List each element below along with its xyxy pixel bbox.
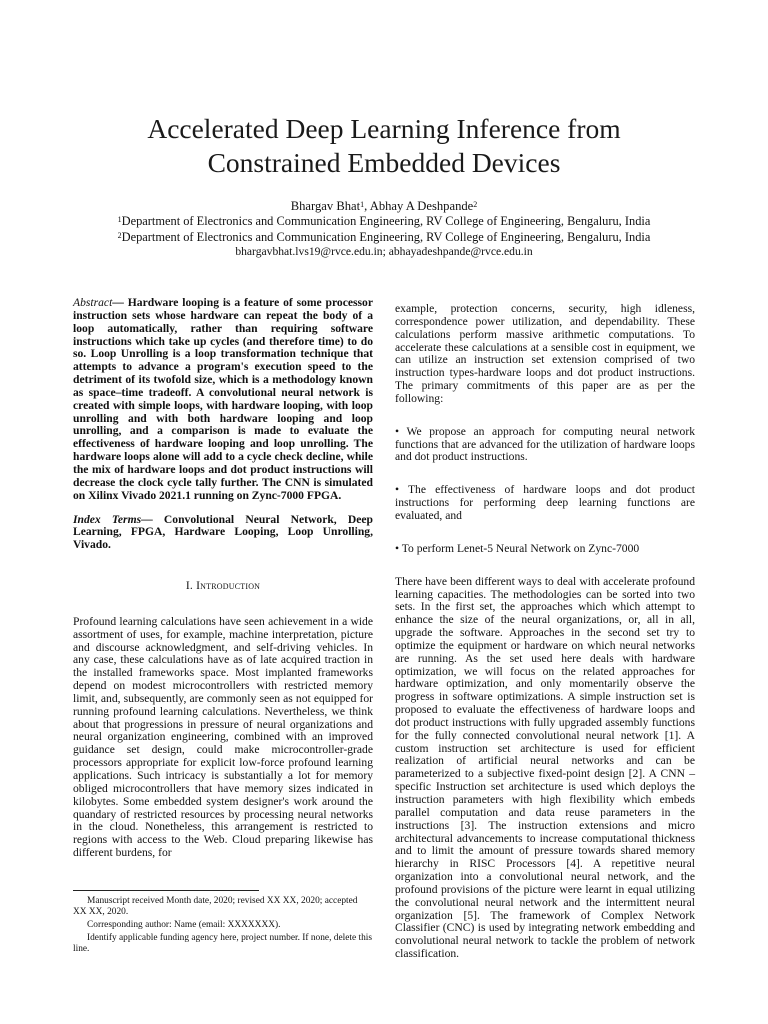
abstract-text: Hardware looping is a feature of some processor instruction sets whose hardware can repeat the body of a loop automatically, rather than requiring software instructions which take up cycles (and therefore time) to do so. Loop Unrolling is a loop transformation technique that attempts to advance a program's execution speed to the detriment of its twofold size, which is a methodology known as space–time tradeoff. A convolutional neural network is created with simple loops, with hardware looping, with loop unrolling and with both hardware looping and loop unrolling, and a comparison is made to evaluate the effectiveness of hardware looping and loop unrolling. The hardware loops alone will add to a cycle check decline, while the mix of hardware loops and dot product instructions will decrease the clock cycle tally further. The CNN is simulated on Xilinx Vivado 2021.1 running on Zync-7000 FPGA. xyxy=(73,296,373,502)
author-2: Abhay A Deshpande xyxy=(369,199,474,213)
footnote-3: Identify applicable funding agency here, project number. If none, delete this line. xyxy=(73,932,373,954)
index-terms-label: Index Terms xyxy=(73,512,142,526)
section-title: Introduction xyxy=(196,579,261,593)
index-terms xyxy=(73,514,373,553)
affiliation-1-sup: 1 xyxy=(117,215,122,224)
footnote-1: Manuscript received Month date, 2020; revised XX XX, 2020; accepted XX XX, 2020. xyxy=(73,896,358,917)
right-paragraph-2: There have been different ways to deal with accelerate profound learning capacities. The methodologies can be sorted into two sets. In the first set, the approaches which which attempt to enhance the size of the neural organizations, or, all in all, upgrade the software. Approaches in the second set try to optimize the equipment or hardware on which neural networks are running. As the set used here deals with hardware optimization, we will focus on the related approaches for hardware optimization, and only momentarily observe the progress in software optimizations. A simple instruction set is proposed to evaluate the effectiveness of hardware loops and dot product instructions with fully upgraded assembly functions for the fully connected convolutional neural network [1]. A custom instruction set architecture is used for efficient realization of artificial neural networks and can be parameterized to a subjective fixed-point design [2]. A CNN –specific Instruction set architecture is used which deploys the instruction parameters with high flexibility which embeds parallel computation and data reuse parameters in the instructions [3]. The instruction extensions and micro architectural advancements to increase computational thickness and to limit the amount of pressure towards shared memory hierarchy in RISC Processors [4]. A repetitive neural organization into a convolutional neural network, and the profound provisions of the picture were learnt in equal utilizing the convolutional neural network and the intermittent neural organization [5]. The framework of Complex Network Classifier (CNC) is used by integrating network embedding and convolutional neural network to tackle the problem of network classification. xyxy=(395,574,695,961)
abstract-dash: — xyxy=(112,296,128,309)
affiliation-1 xyxy=(40,213,728,230)
author-2-sup: 2 xyxy=(473,200,478,209)
right-column xyxy=(395,303,695,961)
right-paragraph-1: example, protection concerns, security, high idleness, correspondence power utilization, and dependability. These calculations perform massive arithmetic computations. To accelerate these calculations at a sensible cost in equipment, we can utilize an instruction set extension comprised of two instruction types-hardware loops and dot product instructions. The primary commitments of this paper are as per the following: xyxy=(395,302,695,405)
title-line-2: Constrained Embedded Devices xyxy=(207,147,561,178)
paper-title xyxy=(60,112,708,180)
left-column xyxy=(73,297,373,860)
footnote-2: Corresponding author: Name (email: XXXXXXX). xyxy=(87,919,281,930)
author-separator: , xyxy=(364,199,370,213)
index-terms-text: Convolutional Neural Network, Deep Learning, FPGA, Hardware Looping, Loop Unrolling, Vivado. xyxy=(73,512,373,552)
index-terms-dash: — xyxy=(141,512,164,526)
section-number: I. xyxy=(185,579,197,593)
title-line-1: Accelerated Deep Learning Inference from xyxy=(147,113,621,144)
bullet-3: • To perform Lenet-5 Neural Network on Zync-7000 xyxy=(395,541,640,555)
bullet-1: • We propose an approach for computing neural network functions that are advanced for the utilization of hardware loops and dot product instructions. xyxy=(395,424,695,464)
author-1-sup: 1 xyxy=(360,200,365,209)
section-heading-introduction xyxy=(73,580,373,593)
footnote-rule xyxy=(73,890,259,891)
author-1: Bhargav Bhat xyxy=(290,199,361,213)
author-emails: bhargavbhat.lvs19@rvce.edu.in; abhayadeshpande@rvce.edu.in xyxy=(235,245,533,258)
abstract xyxy=(73,297,373,503)
intro-paragraph-1: Profound learning calculations have seen achievement in a wide assortment of uses, for example, machine interpretation, picture and discourse acknowledgment, and self-driving vehicles. In any case, these calculations have as of late acquired traction in the installed frameworks space. Most implanted frameworks depend on modest microcontrollers with restricted memory limit, and, subsequently, are commonly seen as not equipped for running profound learning calculations. Nevertheless, we think about that progressions in pressure of neural organizations and neural organization engineering, combined with an improved guidance set design, could make microcontroller-grade processors appropriate for explicit low-force profound learning applications. Such intricacy is substantially a lot for memory obliged microcontrollers that have memory sizes indicated in kilobytes. Some embedded system designer's work around the quandary of restricted resources by processing neural networks in the cloud. Nonetheless, this arrangement is restricted to regions with access to the Web. Cloud preparing likewise has different burdens, for xyxy=(73,614,373,860)
footnotes xyxy=(73,896,373,955)
abstract-label: Abstract xyxy=(73,296,113,309)
affiliation-1-text: Department of Electronics and Communication Engineering, RV College of Engineering, Bengaluru, India xyxy=(121,214,651,228)
affiliation-2-text: Department of Electronics and Communication Engineering, RV College of Engineering, Bengaluru, India xyxy=(121,230,651,244)
bullet-2: • The effectiveness of hardware loops and dot product instructions for performing deep learning functions are evaluated, and xyxy=(395,483,695,522)
affiliation-2-sup: 2 xyxy=(117,231,122,240)
